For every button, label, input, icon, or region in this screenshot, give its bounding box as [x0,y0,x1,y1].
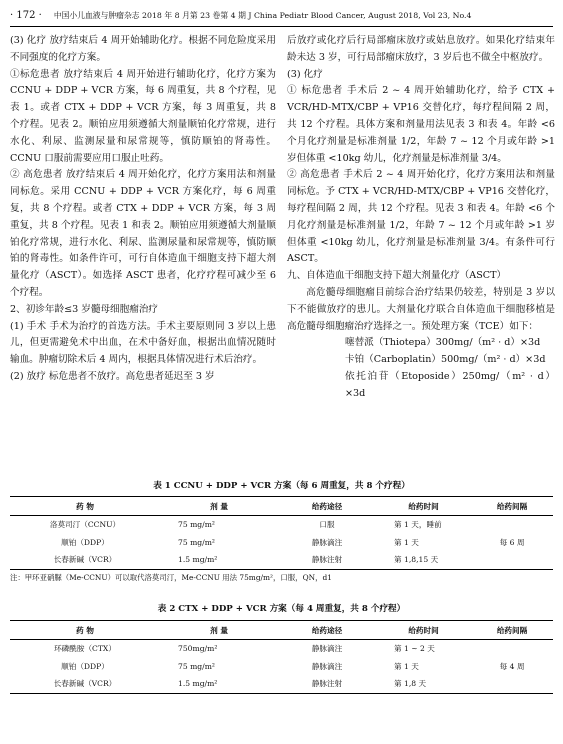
table-cell: 每 4 周 [499,661,525,671]
table-header-row [10,497,553,516]
table-cell: 750mg/m² [178,644,218,654]
column-header: 给药时间 [376,497,471,516]
table-cell: 第 1,8 天 [376,675,471,693]
table-header-row [10,621,553,640]
table-cell: 长春新碱（VCR） [10,551,160,569]
paragraph: ① 标危患者 手术后 2 ~ 4 周开始辅助化疗，给予 CTX + VCR/HD-MTX/CBP + VP16 交替化疗，每疗程间隔 2 周，共 12 个疗程。具体方案和剂量用法见表 3 和表 4。年龄 <6 个月化疗剂量是标准剂量 1/2，年龄 7 ~ 12 个月或年龄 >1 岁但体重 <10kg 幼儿，化疗剂量是标准剂量 3/4。 [287,85,555,164]
column-header: 给药间隔 [471,621,553,640]
column-header: 药 物 [10,621,160,640]
table-cell: 每 6 周 [499,537,525,547]
table-row [10,640,553,658]
paragraph: (2) 放疗 标危患者不放疗。高危患者延迟至 3 岁 [10,370,215,382]
table-row [10,658,553,676]
table-cell: 静脉注射 [278,675,376,693]
header-rule [10,26,553,27]
table-cell: 静脉滴注 [311,661,343,671]
table-cell [471,551,553,569]
paragraph: 高危髓母细胞瘤目前综合治疗结果仍较差，特别是 3 岁以下不能做放疗的患儿。大剂量化疗联合自体造血干细胞移植是高危髓母细胞瘤治疗选择之一。预处理方案（TCE）如下： [287,286,555,332]
section-heading: 2、初诊年龄≤3 岁髓母细胞瘤治疗 [10,303,159,315]
column-header: 给药时间 [376,621,471,640]
table2-title: 表 2 CTX + DDP + VCR 方案（每 4 周重复，共 8 个疗程） [157,604,406,614]
table-cell: 75 mg/m² [178,537,215,547]
paragraph: ② 高危患者 手术后 2 ~ 4 周开始化疗，化疗方案用法和剂量同标危。予 CTX + VCR/HD-MTX/CBP + VP16 交替化疗，每疗程间隔 2 周，共 12 个疗程。见表 3 和表 4。年龄 <6 个月化疗剂量是标准剂量 1/2，年龄 7 ~ 12 个月或年龄 >1 岁但体重 <10kg 幼儿，化疗剂量是标准剂量 3/4。有条件可行 ASCT。 [287,169,555,265]
table-row [10,534,553,552]
column-header: 给药途径 [278,621,376,640]
column-header: 剂 量 [160,621,278,640]
table-row [10,675,553,693]
dose-line: 卡铂（Carboplatin）500mg/（m² · d）×3d [345,354,546,366]
journal-citation: 中国小儿血液与肿瘤杂志 2018 年 8 月第 23 卷第 4 期 J China Pediatr Blood Cancer, August 2018, Vol 23, No.4 [53,10,472,20]
table-cell [471,516,553,534]
table-cell: 第 1 天，睡前 [394,520,442,530]
table-cell: 静脉注射 [278,551,376,569]
table1-title: 表 1 CCNU + DDP + VCR 方案（每 6 周重复，共 8 个疗程） [153,481,410,491]
paragraph: (3) 化疗 放疗结束后 4 周开始辅助化疗。根据不同危险度采用不同强度的化疗方案。 [10,35,276,63]
column-header: 给药间隔 [471,497,553,516]
column-header: 给药途径 [278,497,376,516]
table-cell: 顺铂（DDP） [61,661,109,671]
table-cell: 口服 [319,520,335,530]
column-header: 剂 量 [160,497,278,516]
left-column [10,33,276,386]
dose-line: 依托泊苷（Etoposide）250mg/（m² · d）×3d [345,370,555,399]
table-cell: 静脉滴注 [311,537,343,547]
paragraph: ①标危患者 放疗结束后 4 周开始进行辅助化疗，化疗方案为 CCNU + DDP + VCR 方案，每 6 周重复，共 8 个疗程，见表 1。或者 CTX + DDP + VCR 方案，每 3 周重复，共 8 个疗程。见表 2。顺铂应用须遵循大剂量顺铂化疗常规，进行水化、利尿、监测尿量和尿常规等，慎防顺铂的肾毒性。CCNU 口服前需要应用口服止吐药。 [10,68,276,164]
paragraph: ② 高危患者 放疗结束后 4 周开始化疗，化疗方案用法和剂量同标危。采用 CCNU + DDP + VCR 方案化疗，每 6 周重复，共 8 个疗程。或者 CTX + DDP + VCR 方案，每 3 周重复，共 8 个疗程。见表 1 和表 2。顺铂应用须遵循大剂量顺铂化疗常规，进行水化、利尿、监测尿量和尿常规等，慎防顺铂的肾毒性。如条件许可，可行自体造血干细胞支持下超大剂量化疗（ASCT）。如选择 ASCT 患者，化疗疗程可减少至 6 个疗程。 [10,169,276,298]
subheading: (3) 化疗 [287,68,323,80]
table-cell: 75 mg/m² [178,661,215,671]
table-cell: 第 1 ~ 2 天 [394,644,435,654]
table-cell: 1.5 mg/m² [160,551,278,569]
table-cell: 环磷酰胺（CTX） [54,644,116,654]
table-cell: 长春新碱（VCR） [10,675,160,693]
paragraph: (1) 手术 手术为治疗的首选方法。手术主要原则同 3 岁以上患儿，但更需避免术中出血，在术中备好血，根据出血情况随时输血。肿瘤切除术后 4 周内，根据具体情况进行术后治疗。 [10,320,276,366]
section-heading: 九、自体造血干细胞支持下超大剂量化疗（ASCT） [287,270,507,282]
running-header [10,6,553,24]
paragraph: 后放疗或化疗后行局部瘤床放疗或姑息放疗。如果化疗结束年龄未达 3 岁，可行局部瘤床放疗，3 岁后也不做全中枢放疗。 [287,35,555,63]
table-cell: 第 1,8,15 天 [376,551,471,569]
table-cell [471,675,553,693]
table-row [10,551,553,569]
column-header: 药 物 [10,497,160,516]
table-row [10,516,553,534]
table-cell: 静脉滴注 [311,644,343,654]
table1 [10,496,553,570]
table-cell: 第 1 天 [394,537,419,547]
table-cell: 75 mg/m² [178,520,215,530]
table2 [10,620,553,694]
right-column [287,33,555,403]
table-cell [471,640,553,658]
table-cell: 洛莫司汀（CCNU） [49,520,121,530]
table1-note: 注：甲环亚硝脲（Me-CCNU）可以取代洛莫司汀，Me-CCNU 用法 75mg/m²，口服，QN，d1 [10,573,332,582]
table-cell: 第 1 天 [394,661,419,671]
table-cell: 顺铂（DDP） [61,537,109,547]
table-cell: 1.5 mg/m² [160,675,278,693]
dose-line: 噻替派（Thiotepa）300mg/（m² · d）×3d [345,337,541,349]
page-number: · 172 · [10,9,42,21]
